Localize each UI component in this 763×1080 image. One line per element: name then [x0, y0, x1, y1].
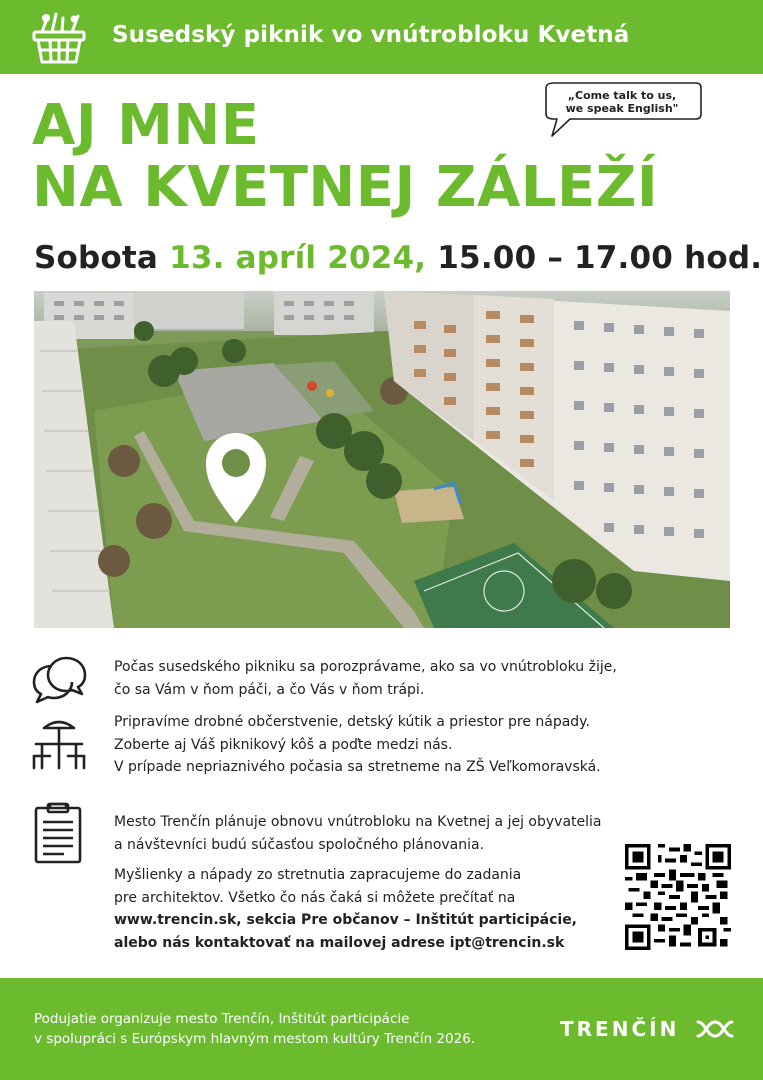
trencin-brand: TRENČÍN: [560, 1017, 680, 1041]
plan-email-text[interactable]: alebo nás kontaktovať na mailovej adrese ipt@trencin.sk: [114, 934, 565, 951]
organizer-note: [34, 1009, 475, 1049]
qr-code[interactable]: [625, 844, 731, 950]
courtyard-photo: [34, 291, 730, 628]
talk-line-1: Počas susedského pikniku sa porozprávame, ako sa vo vnútrobloku žije,: [114, 659, 617, 675]
talk-paragraph: [114, 656, 617, 701]
picnic-table-icon: [30, 714, 88, 772]
organizer-line-2: v spolupráci s Európskym hlavným mestom kultúry Trenčín 2026.: [34, 1031, 476, 1047]
plan-line-4: pre architektov. Všetko čo nás čaká si môžete prečítať na: [114, 889, 516, 906]
plan-link-text[interactable]: www.trencin.sk, sekcia Pre občanov – Inštitút participácie,: [114, 912, 578, 928]
picnic-line-1: Pripravíme drobné občerstvenie, detský kútik a priestor pre nápady.: [114, 714, 590, 730]
picnic-paragraph: [114, 711, 601, 779]
event-date: [34, 240, 762, 276]
event-day: Sobota: [34, 240, 159, 276]
plan-line-3: Myšlienky a nápady zo stretnutia zapracujeme do zadania: [114, 867, 522, 883]
picnic-line-2: Zoberte aj Váš piknikový kôš a poďte medzi nás.: [114, 736, 453, 753]
headline-line-1: AJ MNE: [32, 93, 260, 158]
event-title: Susedský piknik vo vnútrobloku Kvetná: [112, 22, 630, 48]
plan-line-1: Mesto Trenčín plánuje obnovu vnútrobloku na Kvetnej a jej obyvatelia: [114, 814, 602, 830]
plan-paragraph: [114, 811, 602, 856]
plan-paragraph-2: [114, 864, 577, 954]
talk-line-2: čo sa Vám v ňom páči, a čo Vás v ňom trápi.: [114, 681, 425, 698]
english-note-line-1: „Come talk to us,: [567, 89, 677, 102]
english-note: [548, 89, 696, 115]
english-note-line-2: we speak English": [565, 102, 679, 115]
plan-line-2: a návštevníci budú súčasťou spoločného plánovania.: [114, 836, 485, 853]
basket-icon: [30, 10, 88, 66]
event-time: 15.00 – 17.00 hod.: [437, 240, 763, 276]
clipboard-icon: [30, 800, 88, 864]
trencin-logo-icon: [695, 1014, 735, 1044]
organizer-line-1: Podujatie organizuje mesto Trenčín, Inštitút participácie: [34, 1011, 410, 1027]
picnic-line-3: V prípade nepriaznivého počasia sa stretneme na ZŠ Veľkomoravská.: [114, 759, 601, 775]
event-date-value: 13. apríl 2024,: [169, 240, 427, 276]
chat-bubbles-icon: [30, 652, 88, 710]
headline-line-2: NA KVETNEJ ZÁLEŽÍ: [32, 155, 659, 220]
plan-email-line[interactable]: [114, 932, 577, 955]
plan-link-line[interactable]: [114, 909, 577, 932]
